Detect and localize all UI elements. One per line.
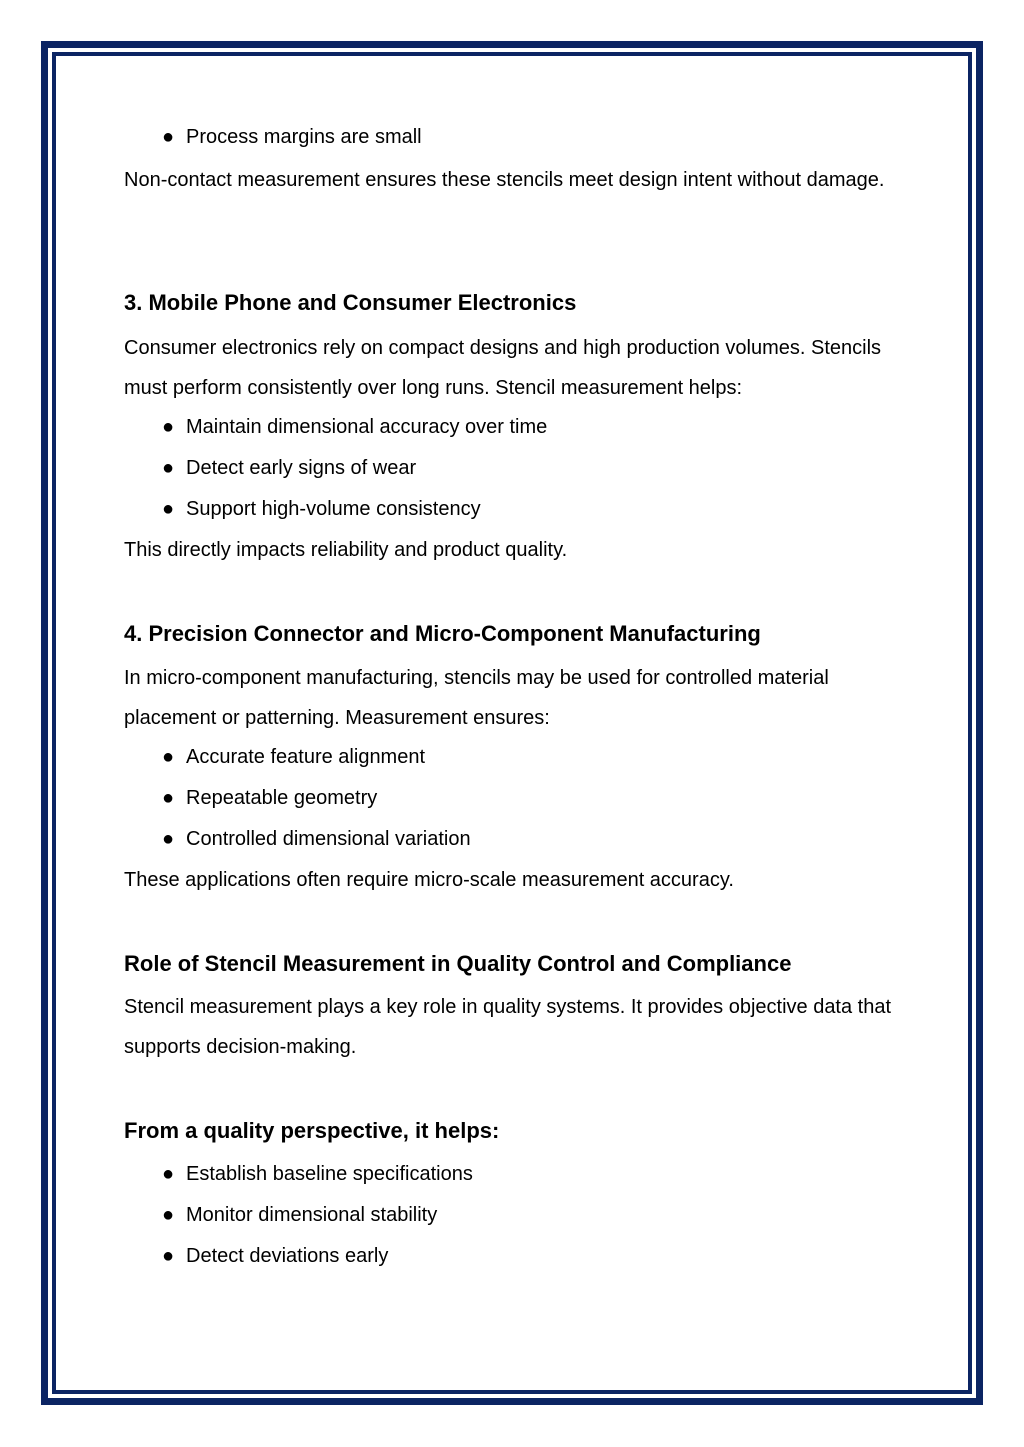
bullet-icon: ● — [162, 746, 175, 768]
list-item — [162, 746, 425, 769]
bullet-icon: ● — [162, 828, 175, 850]
list-item-text: Support high-volume consistency — [186, 498, 481, 520]
bullet-icon: ● — [162, 498, 175, 520]
list-item — [162, 1204, 437, 1227]
list-item — [162, 126, 422, 149]
list-item-text: Establish baseline specifications — [186, 1163, 473, 1185]
section-heading: 4. Precision Connector and Micro-Component Manufacturing — [124, 621, 761, 646]
list-item-text: Detect deviations early — [186, 1245, 389, 1267]
bullet-icon: ● — [162, 126, 175, 148]
paragraph: This directly impacts reliability and product quality. — [124, 539, 568, 561]
list-item-text: Detect early signs of wear — [186, 457, 417, 479]
bullet-icon: ● — [162, 457, 175, 479]
section-heading: Role of Stencil Measurement in Quality Control and Compliance — [124, 951, 792, 976]
list-item-text: Maintain dimensional accuracy over time — [186, 416, 548, 438]
paragraph: In micro-component manufacturing, stencils may be used for controlled material placement or patterning. Measurement ensures: — [124, 667, 829, 729]
list-item — [162, 457, 416, 480]
list-item — [162, 1163, 473, 1186]
paragraph: Stencil measurement plays a key role in quality systems. It provides objective data that supports decision-making. — [124, 996, 892, 1058]
paragraph: Consumer electronics rely on compact designs and high production volumes. Stencils must perform consistently over long runs. Stencil measurement helps: — [124, 337, 882, 399]
list-item-text: Accurate feature alignment — [186, 746, 426, 768]
bullet-icon: ● — [162, 1245, 175, 1267]
list-item-text: Process margins are small — [186, 126, 422, 148]
list-item — [162, 828, 471, 851]
list-item — [162, 1245, 388, 1268]
section-heading: From a quality perspective, it helps: — [124, 1118, 500, 1143]
section-heading: 3. Mobile Phone and Consumer Electronics — [124, 290, 577, 315]
list-item — [162, 416, 547, 439]
list-item — [162, 787, 377, 810]
bullet-icon: ● — [162, 1204, 175, 1226]
list-item-text: Controlled dimensional variation — [186, 828, 471, 850]
paragraph: These applications often require micro-scale measurement accuracy. — [124, 869, 734, 891]
list-item-text: Monitor dimensional stability — [186, 1204, 438, 1226]
bullet-icon: ● — [162, 1163, 175, 1185]
bullet-icon: ● — [162, 416, 175, 438]
list-item — [162, 498, 481, 521]
bullet-icon: ● — [162, 787, 175, 809]
paragraph: Non-contact measurement ensures these stencils meet design intent without damage. — [124, 169, 885, 191]
list-item-text: Repeatable geometry — [186, 787, 378, 809]
